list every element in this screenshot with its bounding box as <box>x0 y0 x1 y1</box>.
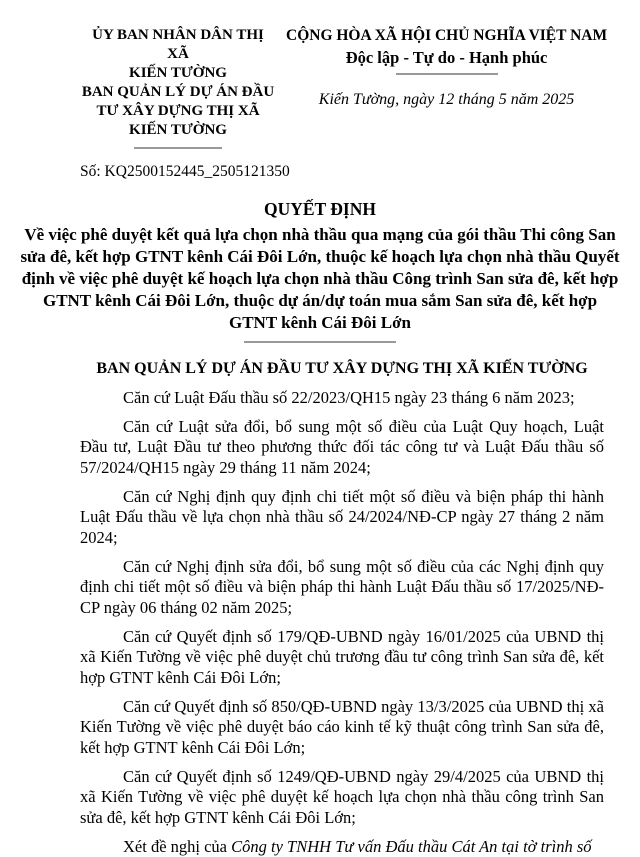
recital-paragraph: Căn cứ Nghị định quy định chi tiết một số điều và biện pháp thi hành Luật Đấu thầu về lựa chọn nhà thầu số 24/2024/NĐ-CP ngày 27 tháng 2 năm 2024; <box>80 487 604 549</box>
proposal-company-name: Công ty TNHH Tư vấn Đấu thầu Cát An tại tờ trình số <box>231 837 591 856</box>
national-title: CỘNG HÒA XÃ HỘI CHỦ NGHĨA VIỆT NAM <box>286 26 607 46</box>
document-header <box>80 26 604 149</box>
title-divider-rule <box>244 341 396 343</box>
deciding-authority-heading: BAN QUẢN LÝ DỰ ÁN ĐẦU TƯ XÂY DỰNG THỊ XÃ KIẾN TƯỜNG <box>80 358 604 379</box>
recital-paragraph: Căn cứ Luật sửa đổi, bổ sung một số điều của Luật Quy hoạch, Luật Đầu tư, Luật Đầu tư theo phương thức đối tác công tư và Luật Đấu thầu số 57/2024/QH15 ngày 29 tháng 11 năm 2024; <box>80 417 604 479</box>
recital-paragraph: Căn cứ Quyết định số 1249/QĐ-UBND ngày 29/4/2025 của UBND thị xã Kiến Tường về việc phê duyệt kế hoạch lựa chọn nhà thầu công trình San sửa đê, kết hợp GTNT kênh Cái Đôi Lớn; <box>80 767 604 829</box>
issuer-line: BAN QUẢN LÝ DỰ ÁN ĐẦU <box>80 83 276 102</box>
issuer-line: KIẾN TƯỜNG <box>80 64 276 83</box>
issuer-line: ỦY BAN NHÂN DÂN THỊ XÃ <box>80 26 276 64</box>
national-motto: Độc lập - Tự do - Hạnh phúc <box>286 46 607 69</box>
proposal-paragraph <box>80 837 604 857</box>
document-number: Số: KQ2500152445_2505121350 <box>80 162 604 182</box>
national-header-block <box>276 26 607 110</box>
recital-paragraph: Căn cứ Nghị định sửa đổi, bổ sung một số điều của các Nghị định quy định chi tiết một số điều và biện pháp thi hành Luật Đấu thầu số 17/2025/NĐ-CP ngày 06 tháng 02 năm 2025; <box>80 557 604 619</box>
recital-paragraph: Căn cứ Quyết định số 850/QĐ-UBND ngày 13/3/2025 của UBND thị xã Kiến Tường về việc phê duyệt báo cáo kinh tế kỹ thuật công trình San sửa đê, kết hợp GTNT kênh Cái Đôi Lớn; <box>80 697 604 759</box>
recital-paragraph: Căn cứ Quyết định số 179/QĐ-UBND ngày 16/01/2025 của UBND thị xã Kiến Tường về việc phê duyệt chủ trương đầu tư công trình San sửa đê, kết hợp GTNT kênh Cái Đôi Lớn; <box>80 627 604 689</box>
issuer-line: KIẾN TƯỜNG <box>80 121 276 140</box>
issuing-authority-block <box>80 26 276 149</box>
place-and-date-line: Kiến Tường, ngày 12 tháng 5 năm 2025 <box>286 90 607 110</box>
decision-heading: QUYẾT ĐỊNH <box>20 198 620 220</box>
proposal-lead-text: Xét đề nghị của <box>123 837 231 856</box>
decision-title-block <box>20 198 620 343</box>
recital-paragraph: Căn cứ Luật Đấu thầu số 22/2023/QH15 ngày 23 tháng 6 năm 2023; <box>80 388 604 409</box>
motto-divider-rule <box>396 73 498 75</box>
issuer-divider-rule <box>134 147 222 149</box>
decision-subject: Về việc phê duyệt kết quả lựa chọn nhà thầu qua mạng của gói thầu Thi công San sửa đê, kết hợp GTNT kênh Cái Đôi Lớn, thuộc kế hoạch lựa chọn nhà thầu Quyết định về việc phê duyệt kế hoạch lựa chọn nhà thầu Công trình San sửa đê, kết hợp GTNT kênh Cái Đôi Lớn, thuộc dự án/dự toán mua sắm San sửa đê, kết hợp GTNT kênh Cái Đôi Lớn <box>20 224 620 334</box>
issuer-line: TƯ XÂY DỰNG THỊ XÃ <box>80 102 276 121</box>
